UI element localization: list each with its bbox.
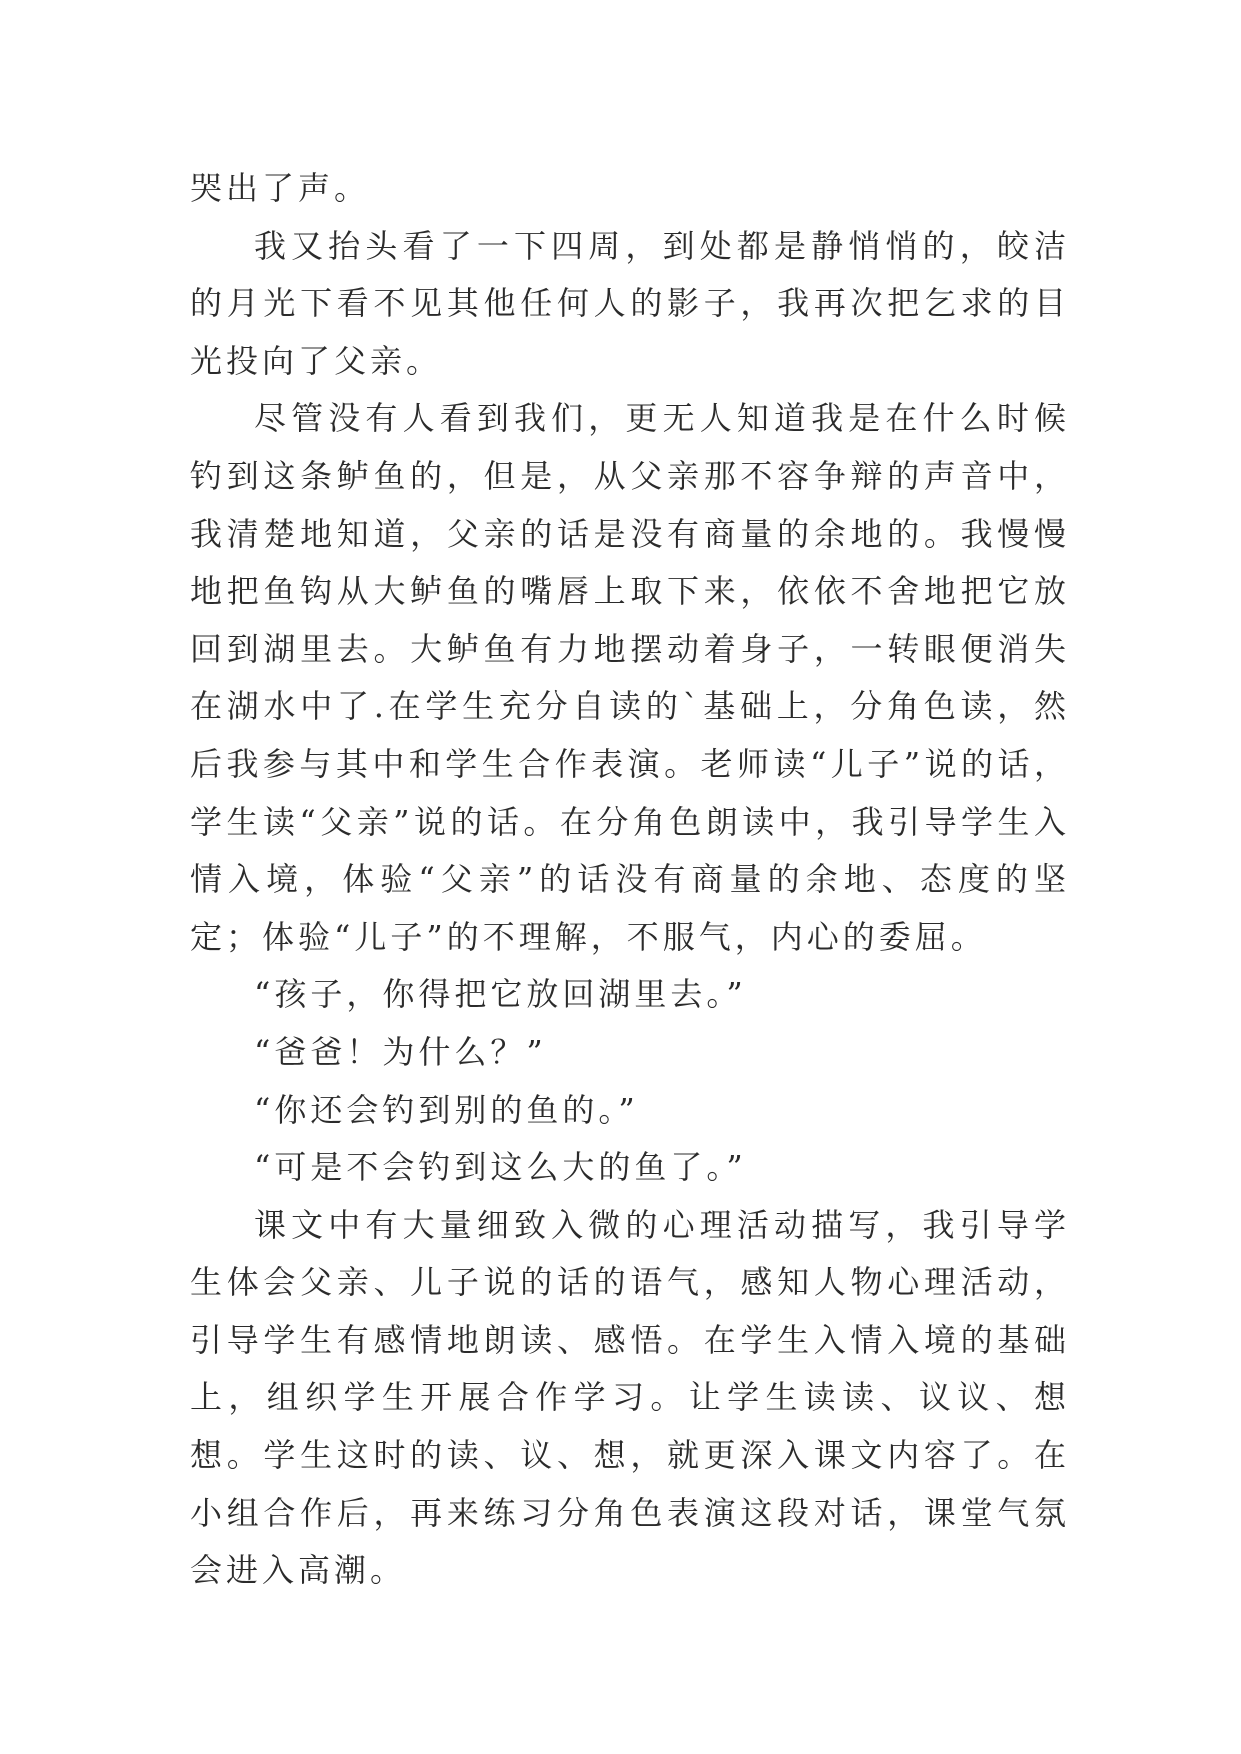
paragraph: 课文中有大量细致入微的心理活动描写，我引导学生体会父亲、儿子说的话的语气，感知人物心理活动，引导学生有感情地朗读、感悟。在学生入情入境的基础上，组织学生开展合作学习。让学生读读、议议、想想。学生这时的读、议、想，就更深入课文内容了。在小组合作后，再来练习分角色表演这段对话，课堂气氛会进入高潮。 — [190, 1205, 1070, 1590]
document-body — [190, 160, 1070, 1600]
paragraph: 哭出了声。 — [190, 169, 371, 207]
paragraph: 我又抬头看了一下四周，到处都是静悄悄的，皎洁的月光下看不见其他任何人的影子，我再次把乞求的目光投向了父亲。 — [190, 226, 1070, 380]
dialogue-line: “你还会钓到别的鱼的。” — [254, 1090, 639, 1129]
dialogue-line: “可是不会钓到这么大的鱼了。” — [254, 1148, 747, 1187]
dialogue-line: “孩子，你得把它放回湖里去。” — [254, 975, 747, 1014]
dialogue-line: “爸爸！为什么？” — [254, 1032, 547, 1071]
paragraph: 尽管没有人看到我们，更无人知道我是在什么时候钓到这条鲈鱼的，但是，从父亲那不容争辩的声音中，我清楚地知道，父亲的话是没有商量的余地的。我慢慢地把鱼钩从大鲈鱼的嘴唇上取下来，依依不舍地把它放回到湖里去。大鲈鱼有力地摆动着身子，一转眼便消失在湖水中了.在学生充分自读的`基础上，分角色读，然后我参与其中和学生合作表演。老师读“儿子”说的话，学生读“父亲”说的话。在分角色朗读中，我引导学生入情入境，体验“父亲”的话没有商量的余地、态度的坚定；体验“儿子”的不理解，不服气，内心的委屈。 — [190, 399, 1070, 956]
